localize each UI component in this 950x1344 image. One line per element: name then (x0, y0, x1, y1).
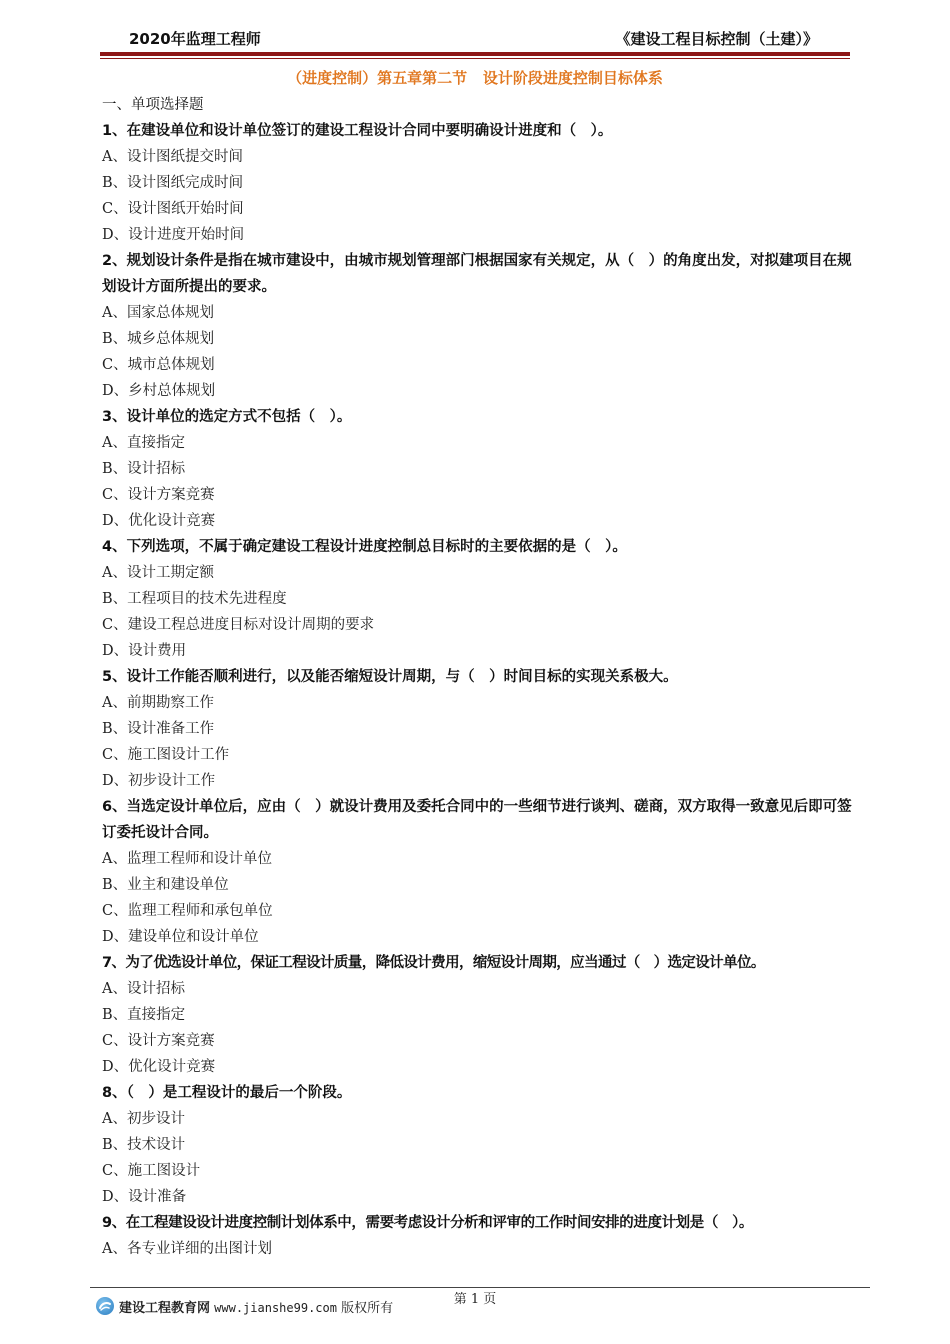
option-5c: C、施工图设计工作 (102, 747, 230, 763)
option-3a: A、直接指定 (102, 435, 185, 451)
header-rule-thick (100, 52, 850, 56)
option-7d: D、优化设计竞赛 (102, 1059, 216, 1075)
footer-brand: 建设工程教育网 (119, 1301, 211, 1316)
question-1: 1、在建设单位和设计单位签订的建设工程设计合同中要明确设计进度和（ ）。 (102, 123, 613, 139)
option-5a: A、前期勘察工作 (102, 695, 214, 711)
option-6c: C、监理工程师和承包单位 (102, 903, 273, 919)
option-9a: A、各专业详细的出图计划 (102, 1241, 272, 1257)
option-7a: A、设计招标 (102, 981, 185, 997)
question-7: 7、为了优选设计单位，保证工程设计质量，降低设计费用，缩短设计周期，应当通过（ ）选定设计单位。 (102, 955, 765, 971)
question-2: 2、规划设计条件是指在城市建设中，由城市规划管理部门根据国家有关规定，从（ ）的角度出发，对拟建项目在规划设计方面所提出的要求。 (102, 253, 852, 295)
option-6d: D、建设单位和设计单位 (102, 929, 259, 945)
option-3d: D、优化设计竞赛 (102, 513, 216, 529)
header-exam-name: 2020年监理工程师 (129, 30, 261, 48)
option-2d: D、乡村总体规划 (102, 383, 216, 399)
option-1c: C、设计图纸开始时间 (102, 201, 244, 217)
page-title (0, 67, 950, 88)
option-4b: B、工程项目的技术先进程度 (102, 591, 287, 607)
option-1a: A、设计图纸提交时间 (102, 149, 243, 165)
option-8c: C、施工图设计 (102, 1163, 201, 1179)
option-3c: C、设计方案竞赛 (102, 487, 215, 503)
option-2c: C、城市总体规划 (102, 357, 215, 373)
question-9: 9、在工程建设设计进度控制计划体系中，需要考虑设计分析和评审的工作时间安排的进度计划是（ ）。 (102, 1215, 754, 1231)
question-4: 4、下列选项，不属于确定建设工程设计进度控制总目标时的主要依据的是（ ）。 (102, 539, 627, 555)
option-4a: A、设计工期定额 (102, 565, 214, 581)
option-1b: B、设计图纸完成时间 (102, 175, 244, 191)
section-heading: 一、单项选择题 (102, 97, 204, 113)
page-title-part1: （进度控制）第五章第二节 (287, 69, 468, 87)
question-6: 6、当选定设计单位后，应由（ ）就设计费用及委托合同中的一些细节进行谈判、磋商，双方取得一致意见后即可签订委托设计合同。 (102, 799, 852, 841)
option-4c: C、建设工程总进度目标对设计周期的要求 (102, 617, 375, 633)
option-2b: B、城乡总体规划 (102, 331, 215, 347)
question-8: 8、（ ）是工程设计的最后一个阶段。 (102, 1085, 352, 1101)
option-3b: B、设计招标 (102, 461, 186, 477)
option-8d: D、设计准备 (102, 1189, 187, 1205)
header-rule-thin (100, 58, 850, 59)
question-5: 5、设计工作能否顺利进行，以及能否缩短设计周期，与（ ）时间目标的实现关系极大。 (102, 669, 678, 685)
option-7c: C、设计方案竞赛 (102, 1033, 215, 1049)
option-8a: A、初步设计 (102, 1111, 185, 1127)
footer-url[interactable]: www.jianshe99.com (214, 1301, 337, 1315)
option-2a: A、国家总体规划 (102, 305, 214, 321)
option-5b: B、设计准备工作 (102, 721, 215, 737)
option-8b: B、技术设计 (102, 1137, 186, 1153)
option-6b: B、业主和建设单位 (102, 877, 229, 893)
page-number: 第 1 页 (453, 1292, 497, 1307)
question-list (102, 92, 854, 1262)
footer-rights: 版权所有 (341, 1301, 394, 1316)
option-5d: D、初步设计工作 (102, 773, 216, 789)
header-book-title: 《建设工程目标控制（土建）》 (615, 30, 818, 48)
option-4d: D、设计费用 (102, 643, 187, 659)
page-title-part2: 设计阶段进度控制目标体系 (482, 69, 663, 87)
option-7b: B、直接指定 (102, 1007, 186, 1023)
option-6a: A、监理工程师和设计单位 (102, 851, 272, 867)
option-1d: D、设计进度开始时间 (102, 227, 245, 243)
question-3: 3、设计单位的选定方式不包括（ ）。 (102, 409, 352, 425)
